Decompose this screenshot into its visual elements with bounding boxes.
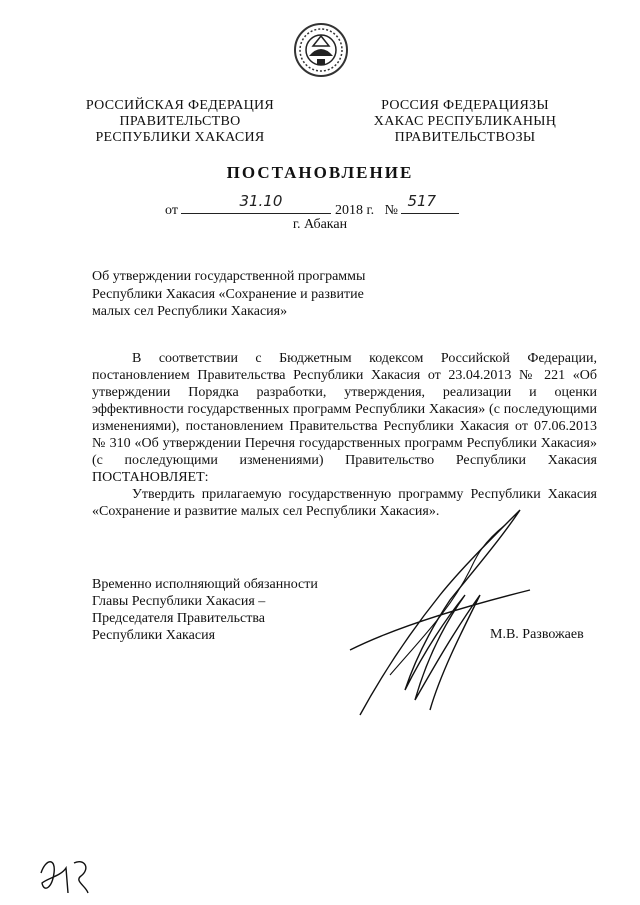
- from-label: от: [165, 203, 178, 218]
- date-value: 31.10: [239, 192, 283, 210]
- header-left-line: ПРАВИТЕЛЬСТВО: [119, 114, 241, 129]
- subject-line: Республики Хакасия «Сохранение и развитие: [92, 286, 364, 302]
- header-left-line: РЕСПУБЛИКИ ХАКАСИЯ: [95, 130, 265, 145]
- coat-of-arms-icon: [293, 22, 349, 78]
- body-text: [92, 350, 597, 520]
- header-right-line: ПРАВИТЕЛЬСТВОЗЫ: [394, 130, 536, 145]
- header-right-line: РОССИЯ ФЕДЕРАЦИЯЗЫ: [381, 98, 549, 113]
- signatory-line: Республики Хакасия: [92, 628, 216, 643]
- body-paragraph: Утвердить прилагаемую государственную программу Республики Хакасия «Сохранение и развитие малых сел Республики Хакасия».: [92, 487, 597, 519]
- signatory-name: М.В. Развожаев: [490, 627, 584, 642]
- body-paragraph: В соответствии с Бюджетным кодексом Российской Федерации, постановлением Правительства Республики Хакасия от 23.04.2013 № 221 «Об утверждении Порядка разработки, утверждения, реализации и оценки эффективности государственных программ Республики Хакасия» (с последующими изменениями), постановлением Правительства Республики Хакасия от 07.06.2013 № 310 «Об утверждении Перечня государственных программ Республики Хакасия» (с последующими изменениями) Правительство Республики Хакасия ПОСТАНОВЛЯЕТ:: [92, 351, 597, 485]
- signatory-position: [92, 576, 352, 644]
- subject-line: Об утверждении государственной программы: [92, 269, 366, 284]
- header-right: [365, 98, 565, 146]
- number-field: [401, 192, 459, 214]
- handwritten-initials-icon: [36, 848, 96, 898]
- header-left-line: РОССИЙСКАЯ ФЕДЕРАЦИЯ: [85, 98, 275, 113]
- header-left: [80, 98, 280, 146]
- date-line: [165, 192, 459, 219]
- subject: [92, 268, 392, 321]
- number-label: №: [384, 203, 398, 218]
- signatory-line: Главы Республики Хакасия –: [92, 594, 266, 609]
- date-field: [181, 192, 331, 214]
- document-title: ПОСТАНОВЛЕНИЕ: [226, 163, 414, 182]
- city: г. Абакан: [292, 217, 348, 232]
- subject-line: малых сел Республики Хакасия»: [92, 304, 288, 319]
- header-right-line: ХАКАС РЕСПУБЛИКАНЫҢ: [373, 114, 557, 129]
- year-label: 2018 г.: [334, 203, 375, 218]
- signature-icon: [330, 500, 540, 730]
- number-value: 517: [407, 192, 437, 210]
- signatory-line: Председателя Правительства: [92, 611, 266, 626]
- signatory-line: Временно исполняющий обязанности: [92, 577, 318, 592]
